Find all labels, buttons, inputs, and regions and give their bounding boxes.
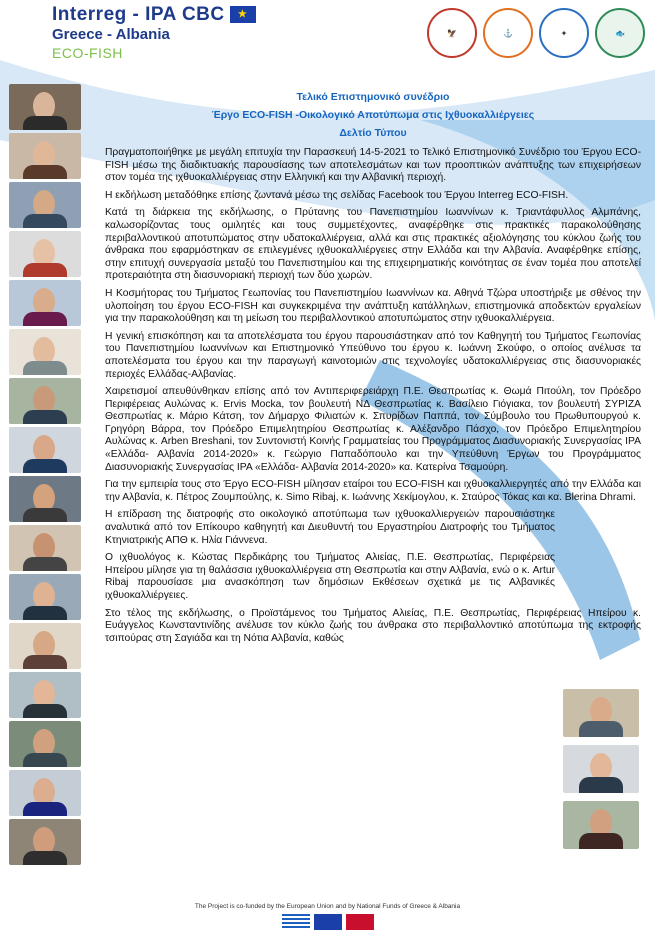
participant-photos-right [563, 689, 643, 857]
participant-photo [9, 770, 81, 816]
interreg-brand-logo [52, 4, 256, 62]
participant-photo [9, 182, 81, 228]
partner-logo: ⚓ [483, 8, 533, 58]
participant-photo [9, 623, 81, 669]
eu-flag-icon: ★ [230, 6, 256, 23]
funding-flags [0, 914, 655, 930]
eu-flag-icon [314, 914, 342, 930]
paragraph: Η γενική επισκόπηση και τα αποτελέσματα του έργου παρουσιάστηκαν από τον Καθηγητή του Τμήματος Γεωπονίας του Πανεπιστημίου Ιωαννίνων και Επιστημονικό Υπεύθυνο του έργου κ. Ιωάννη Σκούφο, ο οποίος ανέλυσε τα αποτελέσματα του έργου και την παραγωγή καινοτομιών στις τεχνολογίες υδατοκαλλιέργειας στις διασυνοριακές περιοχές Ελλάδας-Αλβανίας. [105, 330, 641, 380]
footer [0, 903, 655, 930]
project-title: Έργο ECO-FISH -Οικολογικό Αποτύπωμα στις Ιχθυοκαλλιέργειες [211, 109, 535, 121]
greece-flag-icon [282, 914, 310, 930]
albania-flag-icon [346, 914, 374, 930]
participant-photo [563, 689, 639, 737]
paragraph: Η Κοσμήτορας του Τμήματος Γεωπονίας του Πανεπιστημίου Ιωαννίνων κα. Αθηνά Τζώρα υποστήριξε με σθένος την υλοποίηση του έργου ECO-FISH και συγκεκριμένα την ανάπτυξη κατάλληλων, επιστημονικά αποδεκτών εργαλείων για την παρακολούθηση και τη μείωση του περιβαλλοντικού αποτυπώματος στην ιχθυοκαλλιέργεια. [105, 287, 641, 325]
brand-title: Interreg - IPA CBC [52, 4, 225, 25]
participant-photo [9, 574, 81, 620]
chamber-of-commerce-logo: ✦ [539, 8, 589, 58]
press-release-body [105, 88, 641, 645]
project-name: ECO-FISH [52, 45, 123, 61]
brand-subtitle: Greece - Albania [52, 26, 170, 43]
paragraph: Πραγματοποιήθηκε με μεγάλη επιτυχία την Παρασκευή 14-5-2021 το Τελικό Επιστημονικό Συνέδριο του Έργου ECO-FISH μέσω της διαδικτυακής παρουσίασης των αποτελεσμάτων και των προοπτικών ανάπτυξης των επιχειρήσεων στον τομέα της ιχθυοκαλλιέργειας στην Ελληνική και την Αλβανική περιοχή. [105, 147, 641, 184]
participant-photo [9, 84, 81, 130]
participant-photo [9, 133, 81, 179]
participant-photos-left [9, 84, 85, 868]
participant-photo [9, 329, 81, 375]
participant-photo [9, 427, 81, 473]
paragraph: Κατά τη διάρκεια της εκδήλωσης, ο Πρύτανης του Πανεπιστημίου Ιωαννίνων κ. Τριαντάφυλλος Αλμπάνης, καλωσορίζοντας τους ομιλητές και τους συμμετέχοντες, αναφέρθηκε στις πρακτικές παρακολούθησης περιβαλλοντικού αποτυπώματος στην υδατοκαλλιέργεια, αλλά και στις πρακτικές αξιολόγησης του κύκλου ζωής του άνθρακα που εφαρμόστηκαν σε επιλεγμένες ιχθυοκαλλιέργειες στην Ελλάδα και την Αλβανία. Αναφέρθηκε επίσης, στην επιτυχή συνεργασία μεταξύ του Πανεπιστημίου και της επιχειρηματικής κοινότητας σε έναν τομέα που αποτελεί προτεραιότητα στη διασυνοριακή περιοχή των δύο χωρών. [105, 207, 641, 282]
participant-photo [563, 745, 639, 793]
university-of-ioannina-logo: 🦅 [427, 8, 477, 58]
paragraph: Στο τέλος της εκδήλωσης, ο Προϊστάμενος του Τμήματος Αλιείας, Π.Ε. Θεσπρωτίας, Περιφέρειας Ηπείρου κ. Ευάγγελος Κωνσταντινίδης ανέλυσε τον κύκλο ζωής του άνθρακα στο περιβαλλοντικό αποτύπωμα της εκτροφής τσιπούρας στη Σαγιάδα και τη Νότια Αλβανία, καθώς [105, 607, 641, 644]
conference-title: Τελικό Επιστημονικό συνέδριο [296, 91, 450, 103]
participant-photo [9, 231, 81, 277]
paragraph: Ο ιχθυολόγος κ. Κώστας Περδικάρης του Τμήματος Αλιείας, Π.Ε. Θεσπρωτίας, Περιφέρειας Ηπείρου μίλησε για τη θαλάσσια ιχθυοκαλλιέργεια στη Θεσπρωτία και στην Αλβανία, ενώ ο κ. Artur Ribaj παρουσίασε μια ανασκόπηση των δημόσιων Εκθέσεων σχετικά με τις Αλβανικές ιχθυοκαλλιέργειες. [105, 552, 555, 601]
participant-photo [563, 801, 639, 849]
participant-photo [9, 476, 81, 522]
paragraph: Για την εμπειρία τους στο Έργο ECO-FISH μίλησαν εταίροι του ECO-FISH και ιχθυοκαλλιεργητές από την Ελλάδα και την Αλβανία, κ. Πέτρος Ζουμπούλης, κ. Simo Ribaj, κ. Ιωάννης Χεκίμογλου, κ. Σταύρος Τόκας και κα. Blerina Dhrami. [105, 479, 641, 503]
press-release-label: Δελτίο Τύπου [339, 127, 407, 139]
participant-photo [9, 721, 81, 767]
paragraph: Χαιρετισμοί απευθύνθηκαν επίσης από τον Αντιπεριφερειάρχη Π.Ε. Θεσπρωτίας κ. Θωμά Πιτούλη, τον Πρόεδρο Περιφέρειας Αυλώνας κ. Ervis Mocka, τον βουλευτή ΝΔ Θεσπρωτίας κ. Βασίλειο Γιόγιακα, τον βουλευτή ΣΥΡΙΖΑ Θεσπρωτίας κ. Μάριο Κάτση, τον Δήμαρχο Φιλιατών κ. Σπυρίδων Παππά, τον Σύμβουλο του Πρωθυπουργού κ. Γρηγόρη Βάρρα, τον Πρόεδρο Επιμελητηρίου Θεσπρωτίας κ. Αλέξανδρο Πάσχο, τον Πρόεδρο Επιμελητηρίου Αυλώνας κ. Arben Breshani, τον Συντονιστή Κοινής Γραμματείας του Προγράμματος Διασυνοριακής Συνεργασίας IPA «Ελλάδα- Αλβανία 2014-2020» κ. Γεώργιο Παπαδόπουλο και την Υπεύθυνη Έργων του Προγράμματος Διασυνοριακής Συνεργασίας IPA «Ελλάδα- Αλβανία 2014-2020» κα. Κατερίνα Τσαμούρη. [105, 386, 641, 473]
participant-photo [9, 280, 81, 326]
funding-note: The Project is co-funded by the European Union and by National Funds of Greece & Albania [194, 903, 461, 910]
paragraph: Η εκδήλωση μεταδόθηκε επίσης ζωντανά μέσω της σελίδας Facebook του Έργου Interreg ECO-FISH. [105, 189, 569, 201]
participant-photo [9, 819, 81, 865]
participant-photo [9, 378, 81, 424]
partner-logos [427, 8, 645, 58]
header [0, 0, 655, 84]
participant-photo [9, 525, 81, 571]
paragraph: Η επίδραση της διατροφής στο οικολογικό αποτύπωμα των ιχθυοκαλλιεργειών παρουσιάστηκε αναλυτικά από τον Επίκουρο καθηγητή και Διευθυντή του Εργαστηρίου Διατροφής του Τμήματος Κτηνιατρικής ΑΠΘ κ. Ηλία Γιάννενα. [105, 509, 555, 546]
partner-logo-green: 🐟 [595, 8, 645, 58]
participant-photo [9, 672, 81, 718]
